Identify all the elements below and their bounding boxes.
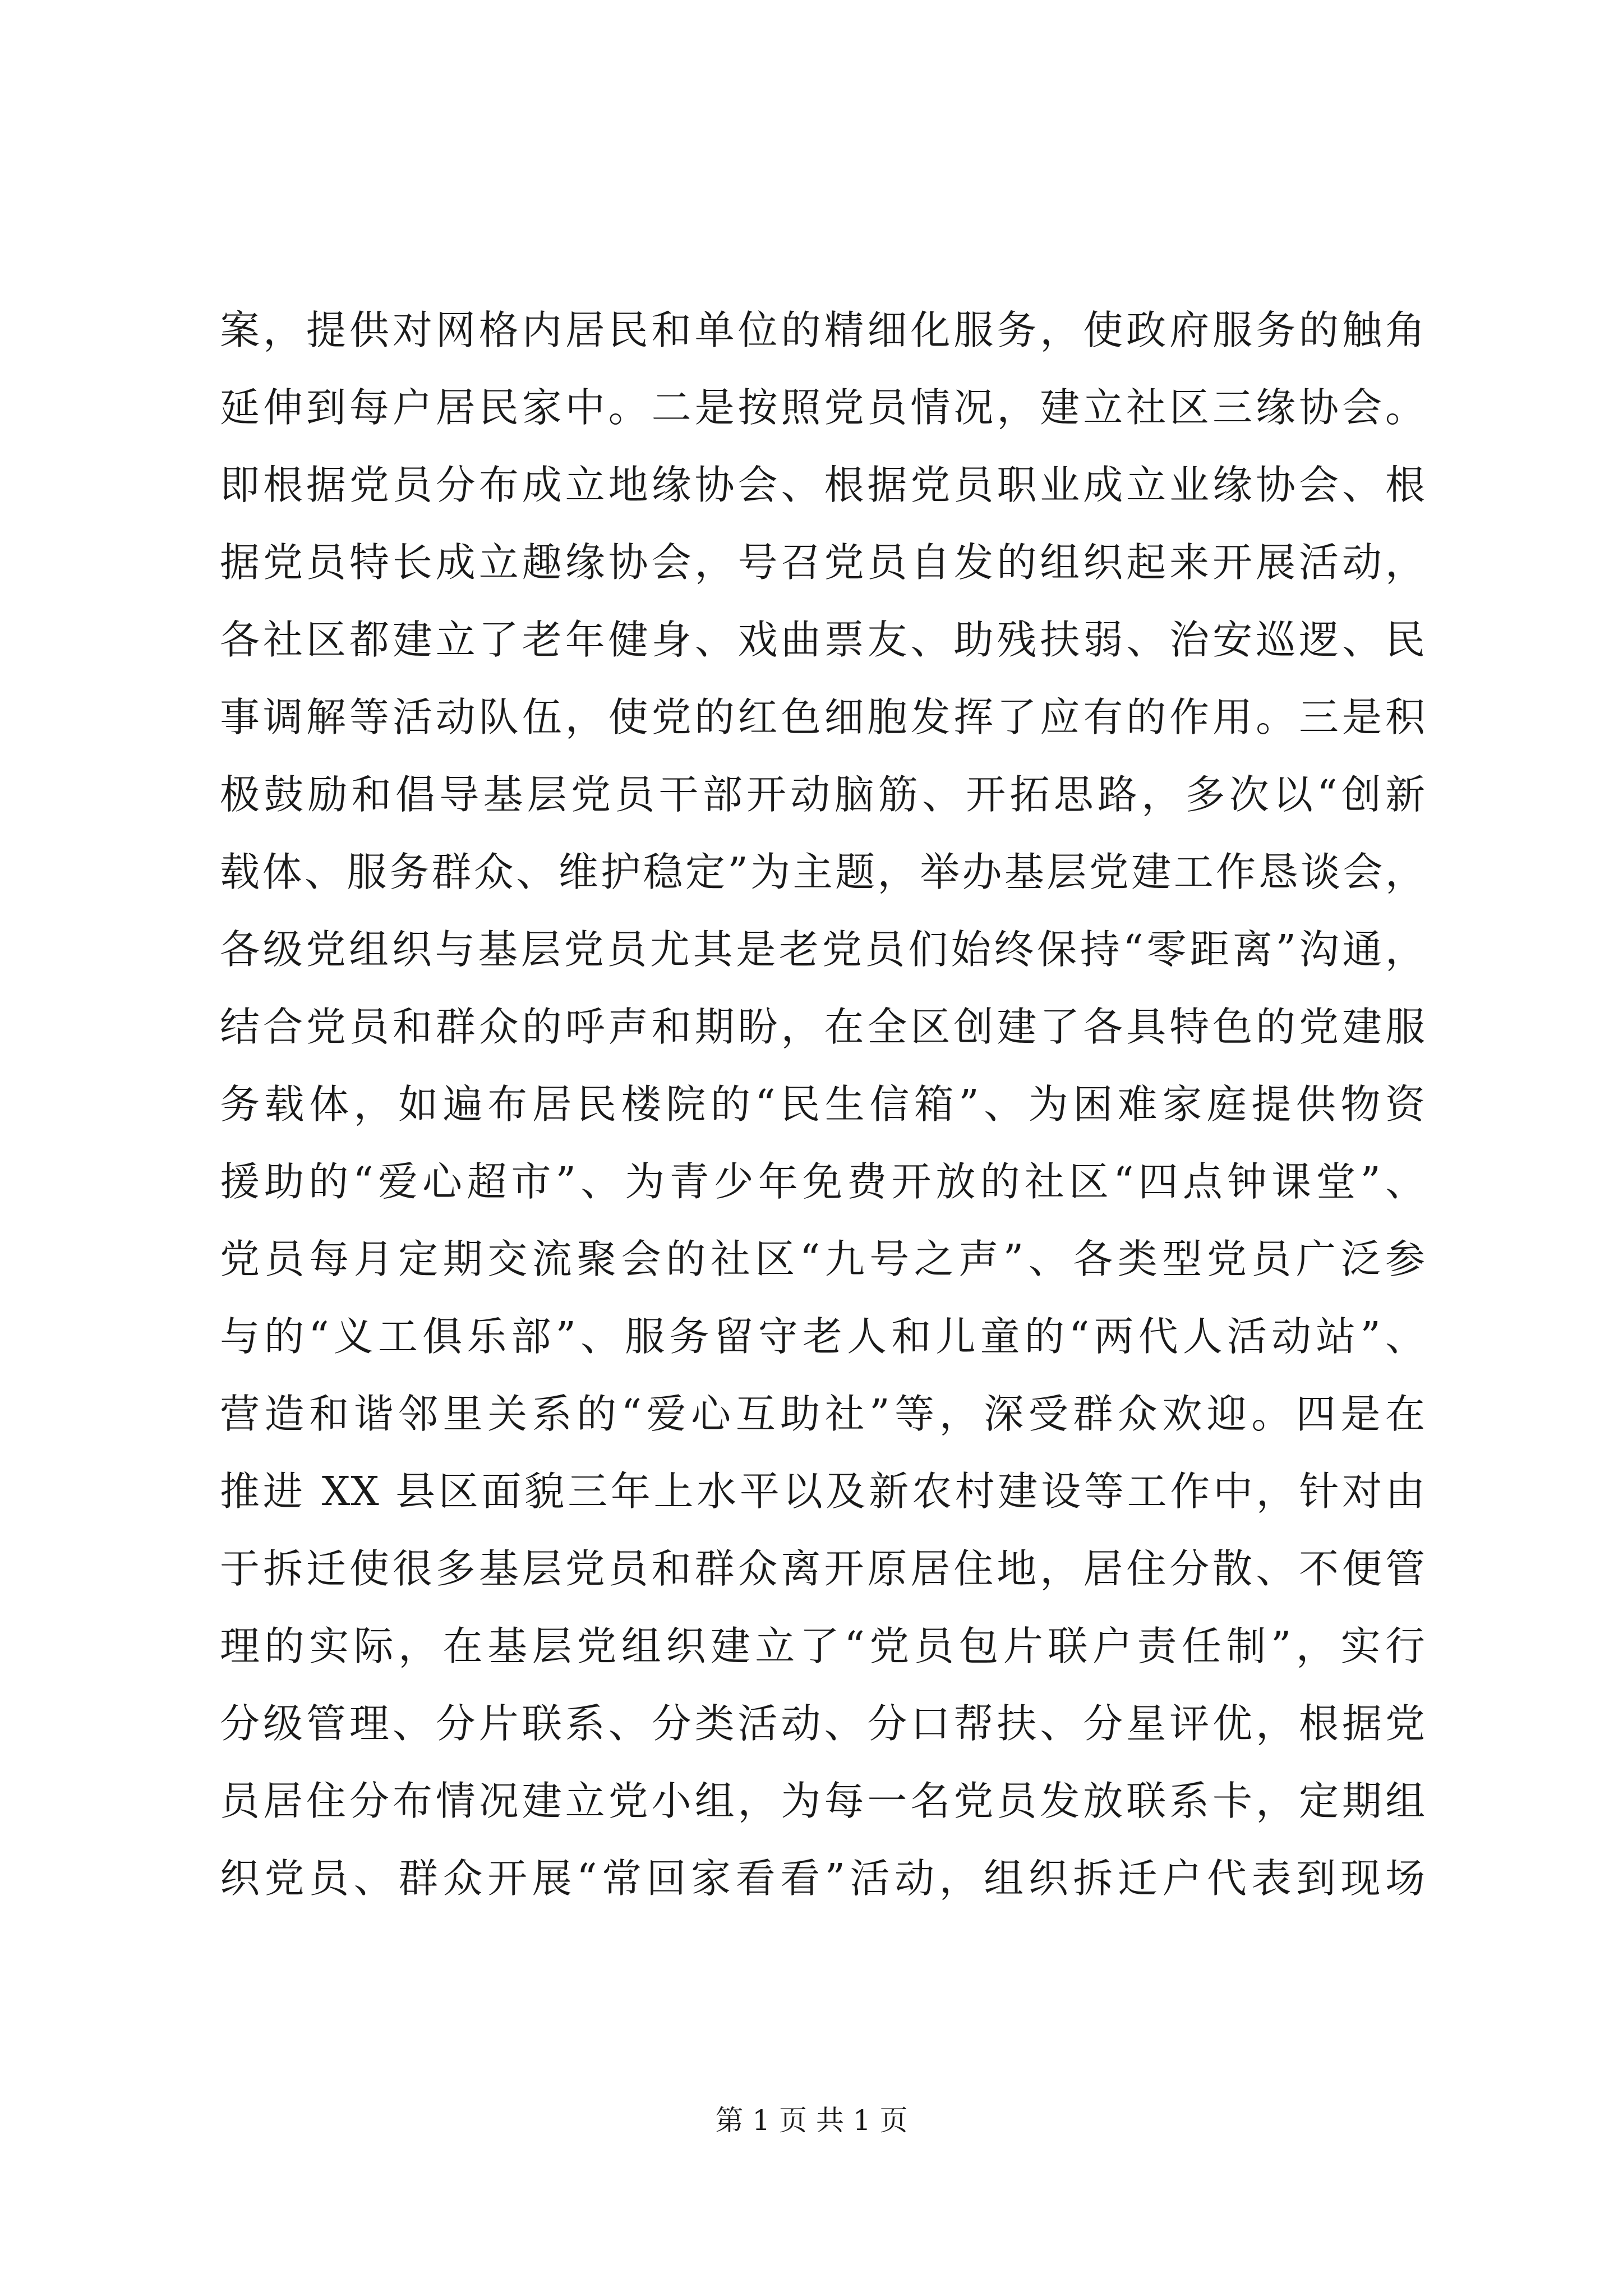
- text-line: 分级管理、分片联系、分类活动、分口帮扶、分星评优，根据党: [220, 1700, 1426, 1747]
- text-line: 织党员、群众开展“常回家看看”活动，组织拆迁户代表到现场: [220, 1855, 1426, 1902]
- text-line: 理的实际，在基层党组织建立了“党员包片联户责任制”，实行: [220, 1623, 1426, 1669]
- text-line: 党员每月定期交流聚会的社区“九号之声”、各类型党员广泛参: [220, 1236, 1426, 1282]
- text-line: 于拆迁使很多基层党员和群众离开原居住地，居住分散、不便管: [220, 1545, 1426, 1592]
- text-line: 载体、服务群众、维护稳定”为主题，举办基层党建工作恳谈会，: [220, 849, 1426, 895]
- text-line: 极鼓励和倡导基层党员干部开动脑筋、开拓思路，多次以“创新: [220, 771, 1426, 818]
- text-line: 结合党员和群众的呼声和期盼，在全区创建了各具特色的党建服: [220, 1004, 1426, 1050]
- text-line: 即根据党员分布成立地缘协会、根据党员职业成立业缘协会、根: [220, 462, 1426, 508]
- text-line: 据党员特长成立趣缘协会，号召党员自发的组织起来开展活动，: [220, 539, 1426, 586]
- page-number-label: 第 1 页 共 1 页: [715, 2104, 908, 2137]
- text-line: 推进 XX 县区面貌三年上水平以及新农村建设等工作中，针对由: [220, 1468, 1426, 1515]
- page-footer: [0, 2101, 1623, 2140]
- text-line: 事调解等活动队伍，使党的红色细胞发挥了应有的作用。三是积: [220, 694, 1426, 740]
- text-line: 延伸到每户居民家中。二是按照党员情况，建立社区三缘协会。: [220, 384, 1426, 431]
- text-line: 各级党组织与基层党员尤其是老党员们始终保持“零距离”沟通，: [220, 926, 1426, 973]
- text-line: 与的“义工俱乐部”、服务留守老人和儿童的“两代人活动站”、: [220, 1313, 1426, 1360]
- text-line: 援助的“爱心超市”、为青少年免费开放的社区“四点钟课堂”、: [220, 1158, 1426, 1205]
- text-line: 案，提供对网格内居民和单位的精细化服务，使政府服务的触角: [220, 307, 1426, 353]
- text-line: 员居住分布情况建立党小组，为每一名党员发放联系卡，定期组: [220, 1778, 1426, 1824]
- text-line: 各社区都建立了老年健身、戏曲票友、助残扶弱、治安巡逻、民: [220, 616, 1426, 663]
- body-text: [220, 292, 1426, 1917]
- text-line: 营造和谐邻里关系的“爱心互助社”等，深受群众欢迎。四是在: [220, 1391, 1426, 1437]
- text-line: 务载体，如遍布居民楼院的“民生信箱”、为困难家庭提供物资: [220, 1081, 1426, 1128]
